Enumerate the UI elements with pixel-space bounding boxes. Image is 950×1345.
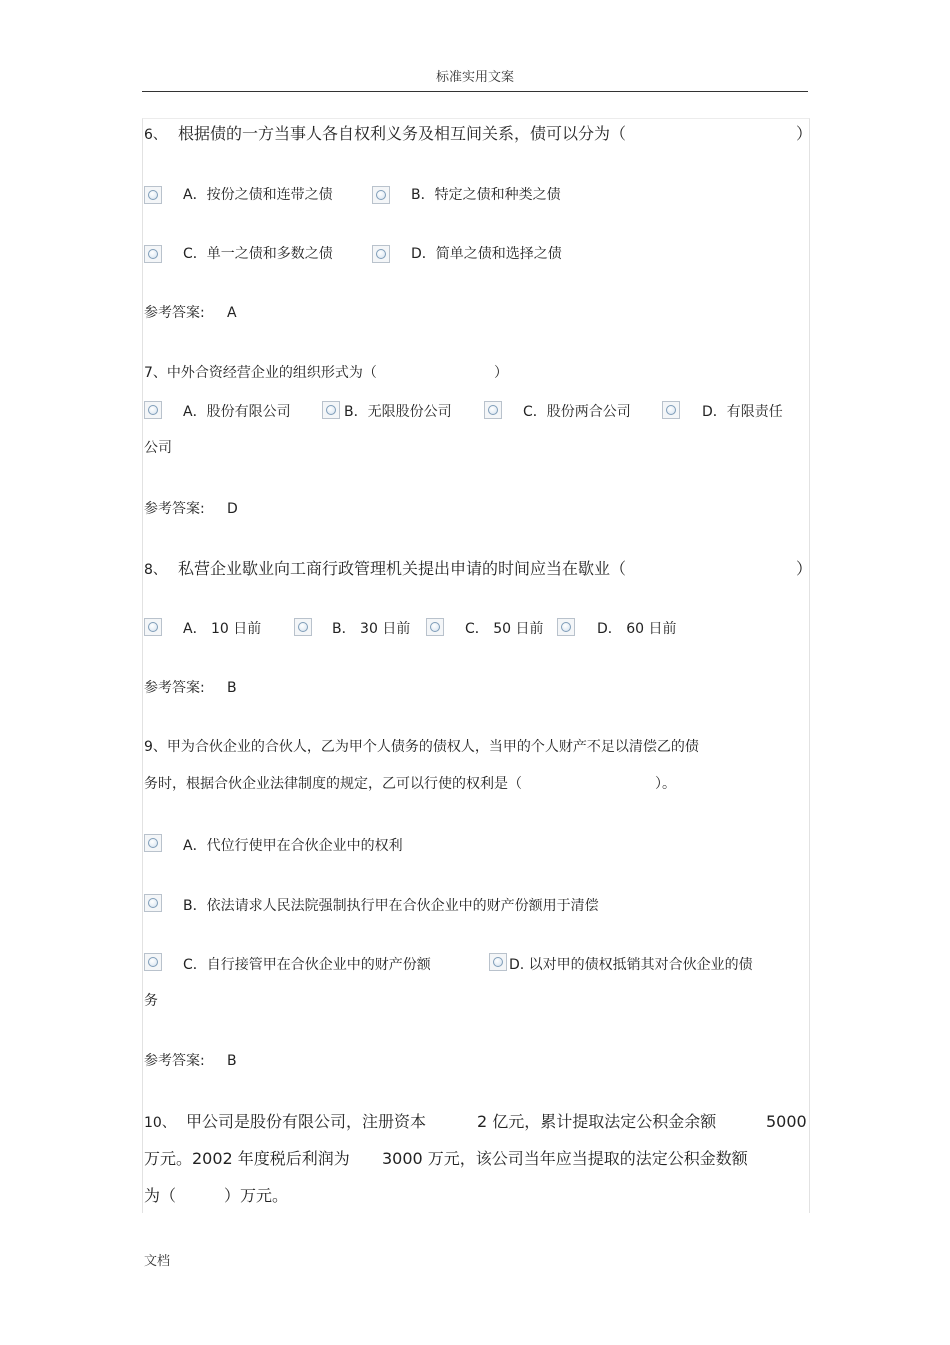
content-frame: [142, 118, 813, 1213]
q10-line1-part2: 2 亿元，累计提取法定公积金余额: [477, 1112, 717, 1131]
q7-option-c-label: C．股份两合公司: [523, 404, 631, 420]
q6-option-d-radio[interactable]: [372, 245, 390, 263]
q9-close: ）。: [655, 776, 676, 792]
q6-option-b-radio[interactable]: [372, 186, 390, 204]
q7-option-d-wrap: 公司: [144, 440, 172, 456]
q8-option-d-label: D． 60 日前: [597, 621, 677, 637]
q9-option-d-label: D. 以对甲的债权抵销其对合伙企业的债: [509, 957, 753, 973]
q6-option-c-label: C．单一之债和多数之债: [183, 246, 333, 262]
q9-answer-label: 参考答案:: [144, 1053, 205, 1069]
q9-option-d-wrap: 务: [144, 993, 158, 1009]
q6-answer-value: A: [227, 305, 237, 321]
q6-option-a-radio[interactable]: [144, 186, 162, 204]
q6-close: ）: [796, 124, 813, 143]
q10-line2-part1: 万元。2002 年度税后利润为: [144, 1149, 350, 1168]
q8-option-d-radio[interactable]: [557, 618, 575, 636]
q7-option-a-label: A．股份有限公司: [183, 404, 291, 420]
q9-option-d-radio[interactable]: [489, 953, 507, 971]
q6-option-c-radio[interactable]: [144, 245, 162, 263]
header-rule: [142, 91, 808, 92]
q6-option-d-label: D．简单之债和选择之债: [411, 246, 562, 262]
page-header: 标准实用文案: [435, 70, 514, 85]
q10-line1-part3: 5000: [766, 1112, 807, 1131]
q7-text: 7、中外合资经营企业的组织形式为（: [144, 365, 377, 381]
q10-line3: 为（ ）万元。: [144, 1186, 289, 1205]
q9-option-a-label: A．代位行使甲在合伙企业中的权利: [183, 838, 403, 854]
q7-option-c-radio[interactable]: [484, 401, 502, 419]
q8-option-a-label: A． 10 日前: [183, 621, 262, 637]
q9-option-a-radio[interactable]: [144, 834, 162, 852]
q9-option-c-label: C．自行接管甲在合伙企业中的财产份额: [183, 957, 431, 973]
q9-answer-value: B: [227, 1053, 237, 1069]
q6-option-b-label: B．特定之债和种类之债: [411, 187, 561, 203]
q8-option-c-label: C． 50 日前: [465, 621, 544, 637]
q9-text-line2: 务时，根据合伙企业法律制度的规定，乙可以行使的权利是（: [144, 776, 522, 792]
q10-line2-part2: 3000 万元，该公司当年应当提取的法定公积金数额: [382, 1149, 748, 1168]
q8-answer-value: B: [227, 680, 237, 696]
q9-option-c-radio[interactable]: [144, 953, 162, 971]
q7-option-a-radio[interactable]: [144, 401, 162, 419]
q6-number: 6、: [144, 127, 167, 143]
q7-answer-label: 参考答案:: [144, 501, 205, 517]
q9-text-line1: 9、甲为合伙企业的合伙人，乙为甲个人债务的债权人，当甲的个人财产不足以清偿乙的债: [144, 739, 699, 755]
q8-number: 8、: [144, 562, 167, 578]
q8-option-c-radio[interactable]: [426, 618, 444, 636]
q10-line1-part1: 甲公司是股份有限公司，注册资本: [186, 1112, 427, 1131]
q7-close: ）: [494, 365, 508, 381]
q7-option-d-radio[interactable]: [662, 401, 680, 419]
q9-option-b-label: B．依法请求人民法院强制执行甲在合伙企业中的财产份额用于清偿: [183, 898, 599, 914]
q8-close: ）: [796, 559, 813, 578]
q10-number: 10、: [144, 1115, 176, 1131]
q7-option-b-label: B．无限股份公司: [344, 404, 452, 420]
page-footer: 文档: [144, 1254, 171, 1269]
q8-answer-label: 参考答案:: [144, 680, 205, 696]
q6-text: 根据债的一方当事人各自权利义务及相互间关系，债可以分为（: [178, 124, 627, 143]
q9-option-b-radio[interactable]: [144, 894, 162, 912]
q7-answer-value: D: [227, 501, 238, 517]
q8-option-a-radio[interactable]: [144, 618, 162, 636]
q7-option-d-label: D．有限责任: [702, 404, 783, 420]
q6-answer-label: 参考答案:: [144, 305, 205, 321]
q8-text: 私营企业歇业向工商行政管理机关提出申请的时间应当在歇业（: [178, 559, 627, 578]
q8-option-b-radio[interactable]: [294, 618, 312, 636]
q8-option-b-label: B． 30 日前: [332, 621, 411, 637]
q6-option-a-label: A．按份之债和连带之债: [183, 187, 333, 203]
q7-option-b-radio[interactable]: [322, 401, 340, 419]
